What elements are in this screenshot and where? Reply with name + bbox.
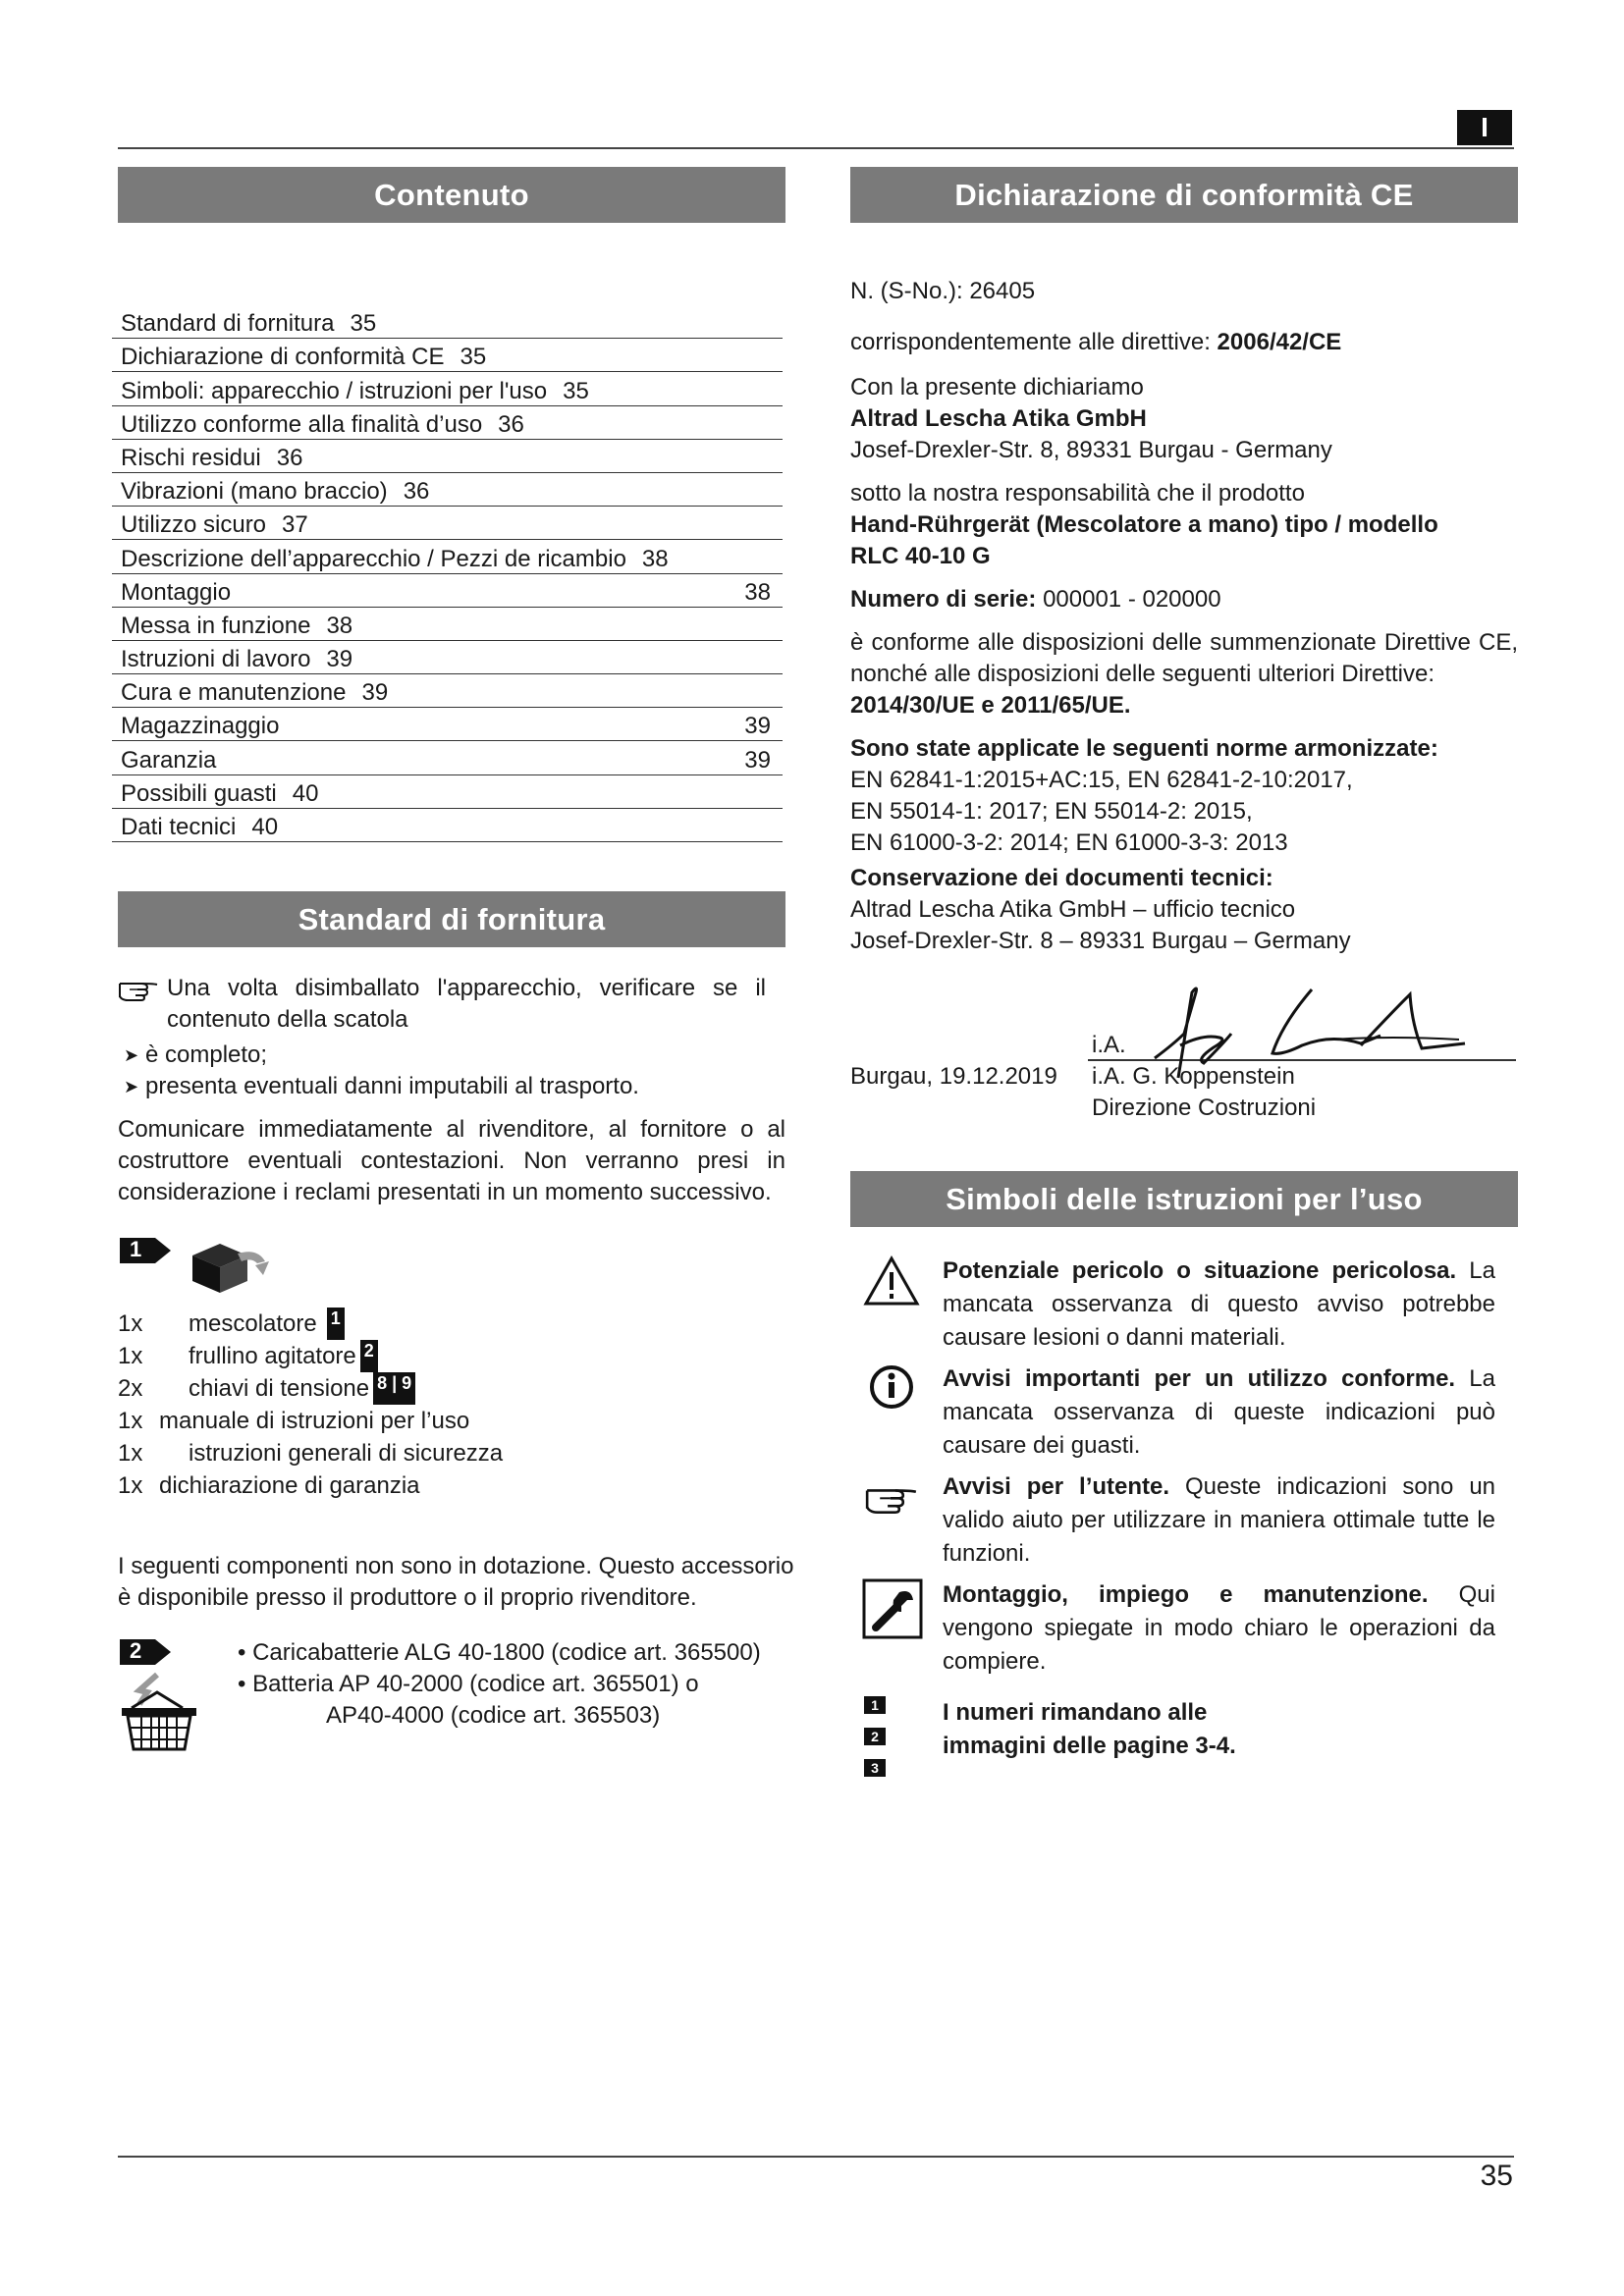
docs-line: Altrad Lescha Atika GmbH – ufficio tecnico <box>850 896 1296 923</box>
item-qty: 1x <box>118 1408 143 1434</box>
toc-page: 38 <box>326 612 353 639</box>
serial-label: Numero di serie: <box>850 586 1037 613</box>
conformity-text: è conforme alle disposizioni delle summenzionate Direttive CE, nonché alle disposizioni delle seguenti ulteriori Direttive: <box>850 629 1518 687</box>
right-column <box>850 167 1518 1777</box>
toc-page: 38 <box>744 578 771 606</box>
symbol-desc <box>943 1578 1495 1679</box>
company-address: Josef-Drexler-Str. 8, 89331 Burgau - Germany <box>850 437 1332 463</box>
num-badge-1: 1 <box>864 1696 886 1714</box>
toc-title: Simboli: apparecchio / istruzioni per l'uso <box>121 377 548 404</box>
toc-title: Dichiarazione di conformità CE <box>121 344 445 371</box>
list-item <box>118 1405 785 1437</box>
shopping-basket-icon <box>118 1671 226 1758</box>
symbol-desc <box>943 1255 1495 1355</box>
figure-2-badge <box>118 1637 173 1667</box>
toc-title: Utilizzo sicuro <box>121 511 267 539</box>
place-date: Burgau, 19.12.2019 <box>850 1063 1057 1090</box>
toc-row[interactable] <box>112 473 783 507</box>
product-name: Hand-Rührgerät (Mescolatore a mano) tipo / modello <box>850 511 1438 538</box>
toc-row[interactable] <box>112 674 783 708</box>
warning-triangle-icon <box>850 1255 943 1308</box>
left-column <box>118 167 794 1758</box>
declare-text: Con la presente dichiariamo <box>850 374 1144 400</box>
top-rule <box>118 147 1514 149</box>
supply-intro-text: Una volta disimballato l'apparecchio, verificare se il contenuto della scatola <box>167 975 766 1033</box>
toc-page: 38 <box>641 545 669 572</box>
item-qty: 1x <box>118 1440 143 1467</box>
info-circle-icon <box>850 1362 943 1412</box>
supply-note: Comunicare immediatamente al rivenditore, al fornitore o al costruttore eventuali contestazioni. Non verranno presi in considerazione i reclami presentati in un momento successivo. <box>118 1116 785 1205</box>
product-model: RLC 40-10 G <box>850 543 991 569</box>
norm-line: EN 62841-1:2015+AC:15, EN 62841-2-10:2017, <box>850 767 1353 793</box>
list-item <box>118 1469 785 1502</box>
toc-row[interactable] <box>112 372 783 405</box>
box-icon <box>187 1236 271 1302</box>
figure-1-row <box>118 1236 785 1302</box>
toc-title: Rischi residui <box>121 444 261 471</box>
toc-title: Messa in funzione <box>121 612 311 639</box>
list-item <box>118 1437 785 1469</box>
symbol-item <box>850 1470 1518 1571</box>
toc-row[interactable] <box>112 775 783 809</box>
company-name: Altrad Lescha Atika GmbH <box>850 405 1147 432</box>
signer-role: Direzione Costruzioni <box>1092 1095 1317 1121</box>
toc-page: 39 <box>361 679 389 707</box>
item-name: istruzioni generali di sicurezza <box>189 1440 504 1467</box>
declaration-heading: Dichiarazione di conformità CE <box>850 167 1518 223</box>
toc-page: 37 <box>282 511 308 539</box>
figure-1-badge <box>118 1236 173 1265</box>
supply-heading: Standard di fornitura <box>118 891 785 947</box>
docs-line: Josef-Drexler-Str. 8 – 89331 Burgau – Germany <box>850 928 1351 954</box>
toc-page: 35 <box>460 344 487 371</box>
toc-page: 39 <box>744 746 771 774</box>
symbol-text: Qui vengono spiegate in modo chiaro le operazioni da compiere. <box>943 1581 1495 1675</box>
item-ref-badge: 1 <box>327 1308 345 1340</box>
toc-row[interactable] <box>112 809 783 842</box>
toc-row[interactable] <box>112 608 783 641</box>
arrow-bullet-icon: ➤ <box>124 1045 139 1065</box>
supply-intro <box>118 973 785 1036</box>
serial-range: 000001 - 020000 <box>1043 586 1221 613</box>
toc-row[interactable] <box>112 574 783 608</box>
item-qty: 1x <box>118 1472 143 1499</box>
signer-name: i.A. G. Koppenstein <box>1092 1063 1295 1090</box>
toc-page: 40 <box>251 814 279 840</box>
accessory-note: I seguenti componenti non sono in dotazione. Questo accessorio è disponibile presso il produttore o il proprio rivenditore. <box>118 1553 794 1611</box>
accessory-continuation: AP40-4000 (codice art. 365503) <box>326 1702 661 1729</box>
figure-2-row <box>118 1637 785 1758</box>
directive-label: corrispondentemente alle direttive: <box>850 329 1211 355</box>
toc-row[interactable] <box>112 741 783 774</box>
figure-2-graphics <box>118 1637 226 1758</box>
symbol-text: Queste indicazioni sono un valido aiuto per utilizzare in maniera ottimale tutte le funzioni. <box>943 1473 1496 1567</box>
symbol-item <box>850 1255 1518 1355</box>
symbol-bold: Potenziale pericolo o situazione pericolosa. <box>943 1257 1457 1284</box>
symbol-bold: Avvisi per l’utente. <box>943 1473 1170 1500</box>
bottom-rule <box>118 2156 1514 2158</box>
serial-range-line <box>850 584 1518 615</box>
supply-list <box>118 1308 785 1502</box>
num-badge-2: 2 <box>864 1728 886 1745</box>
toc-row[interactable] <box>112 540 783 573</box>
symbols-list <box>850 1255 1518 1777</box>
item-qty: 1x <box>118 1310 143 1337</box>
bullet-text: presenta eventuali danni imputabili al trasporto. <box>145 1073 639 1099</box>
symbol-text: La mancata osservanza di queste indicazioni può causare dei guasti. <box>943 1365 1495 1459</box>
list-item: • Caricabatterie ALG 40-1800 (codice art. 365500) <box>238 1639 761 1666</box>
toc-row[interactable] <box>112 507 783 540</box>
norm-line: EN 55014-1: 2017; EN 55014-2: 2015, <box>850 798 1253 825</box>
pointing-hand-icon <box>850 1470 943 1514</box>
docs-heading: Conservazione dei documenti tecnici: <box>850 865 1273 891</box>
page-number: 35 <box>1480 2160 1513 2192</box>
figure-ref-text: I numeri rimandano alle immagini delle pagine 3-4. <box>943 1699 1236 1759</box>
toc-title: Istruzioni di lavoro <box>121 646 311 673</box>
item-name: chiavi di tensione <box>189 1375 370 1402</box>
item-name: manuale di istruzioni per l’uso <box>159 1408 470 1434</box>
list-item: • Batteria AP 40-2000 (codice art. 365501) o <box>238 1671 699 1697</box>
toc-page: 36 <box>498 410 524 438</box>
accessory-text: Batteria AP 40-2000 (codice art. 365501) o <box>252 1671 699 1697</box>
symbol-bold: Avvisi importanti per un utilizzo conforme. <box>943 1365 1456 1392</box>
responsibility-text: sotto la nostra responsabilità che il prodotto <box>850 480 1305 507</box>
symbols-heading: Simboli delle istruzioni per l’uso <box>850 1171 1518 1227</box>
item-name: mescolatore <box>189 1310 317 1337</box>
language-tab: I <box>1457 110 1512 145</box>
pointing-hand-icon <box>118 976 159 1001</box>
table-of-contents <box>112 305 783 842</box>
declaration-body <box>850 276 1518 1134</box>
toc-page: 39 <box>744 713 771 740</box>
toc-title: Dati tecnici <box>121 814 237 840</box>
symbol-desc <box>943 1362 1495 1463</box>
toc-page: 36 <box>403 478 430 506</box>
symbol-item <box>850 1578 1518 1679</box>
toc-title: Possibili guasti <box>121 779 277 807</box>
symbol-item <box>850 1362 1518 1463</box>
item-qty: 1x <box>118 1343 143 1369</box>
list-item <box>118 1308 785 1340</box>
symbol-bold: Montaggio, impiego e manutenzione. <box>943 1581 1429 1608</box>
figure-1-label: 1 <box>130 1237 142 1261</box>
toc-title: Garanzia <box>121 746 217 774</box>
list-item <box>118 1340 785 1372</box>
toc-title: Magazzinaggio <box>121 713 280 740</box>
item-ref-badge: 2 <box>360 1340 378 1372</box>
toc-row[interactable] <box>112 339 783 372</box>
wrench-icon <box>850 1578 943 1639</box>
serial-no: N. (S-No.): 26405 <box>850 278 1036 304</box>
bullet-item <box>118 1071 785 1102</box>
directive-line <box>850 327 1518 358</box>
accessory-text: Caricabatterie ALG 40-1800 (codice art. 365500) <box>252 1639 761 1666</box>
toc-title: Standard di fornitura <box>121 310 335 338</box>
symbol-desc <box>943 1470 1495 1571</box>
norms-heading: Sono state applicate le seguenti norme armonizzate: <box>850 735 1438 762</box>
toc-page: 35 <box>350 310 377 338</box>
toc-title: Cura e manutenzione <box>121 679 347 707</box>
further-directives: 2014/30/UE e 2011/65/UE. <box>850 692 1131 719</box>
toc-page: 39 <box>326 646 353 673</box>
toc-page: 40 <box>292 779 319 807</box>
list-item <box>118 1372 785 1405</box>
contents-heading: Contenuto <box>118 167 785 223</box>
signature-ia: i.A. <box>1092 1032 1126 1058</box>
toc-title: Utilizzo conforme alla finalità d’uso <box>121 410 483 438</box>
accessory-list <box>238 1637 761 1758</box>
figure-2-label: 2 <box>130 1638 142 1663</box>
item-name: frullino agitatore <box>189 1343 356 1369</box>
bullet-item <box>118 1040 785 1071</box>
num-badges <box>850 1696 943 1777</box>
item-ref-badge: 8 | 9 <box>373 1372 415 1405</box>
norm-line: EN 61000-3-2: 2014; EN 61000-3-3: 2013 <box>850 829 1288 856</box>
item-name: dichiarazione di garanzia <box>159 1472 420 1499</box>
toc-row[interactable] <box>112 440 783 473</box>
toc-row[interactable] <box>112 406 783 440</box>
toc-page: 35 <box>563 377 589 404</box>
toc-row[interactable] <box>112 305 783 339</box>
signature-block <box>850 967 1518 1134</box>
bullet-text: è completo; <box>145 1041 268 1068</box>
arrow-bullet-icon: ➤ <box>124 1077 139 1096</box>
item-qty: 2x <box>118 1375 143 1402</box>
figure-ref-row <box>850 1696 1518 1777</box>
toc-title: Montaggio <box>121 578 232 606</box>
num-badge-3: 3 <box>864 1759 886 1777</box>
symbol-text: La mancata osservanza di questo avviso potrebbe causare lesioni o danni materiali. <box>943 1257 1495 1351</box>
toc-title: Vibrazioni (mano braccio) <box>121 478 388 506</box>
toc-row[interactable] <box>112 641 783 674</box>
toc-title: Descrizione dell’apparecchio / Pezzi de ricambio <box>121 545 626 572</box>
toc-row[interactable] <box>112 708 783 741</box>
directive-value: 2006/42/CE <box>1217 329 1342 355</box>
toc-page: 36 <box>276 444 303 471</box>
